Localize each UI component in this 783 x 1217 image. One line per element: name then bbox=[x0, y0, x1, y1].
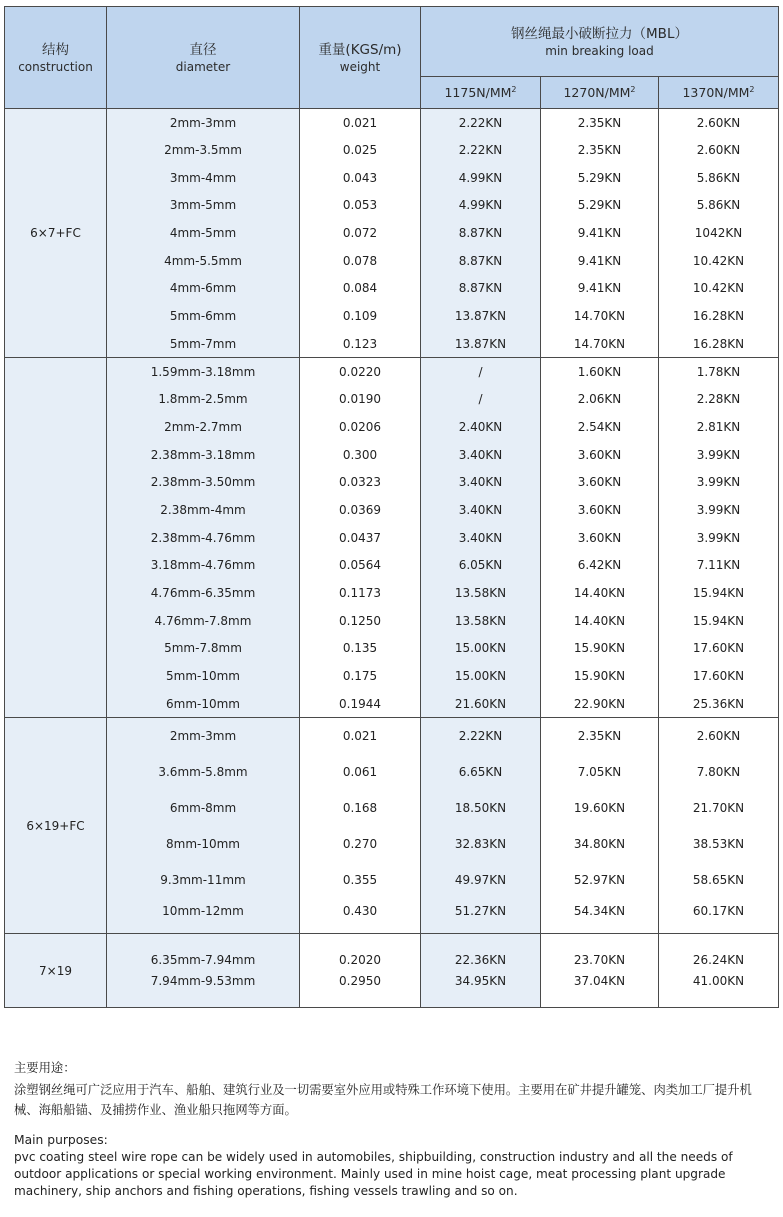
mbl-1370-cell: 3.99KN bbox=[659, 524, 779, 552]
table-row bbox=[5, 385, 779, 413]
table-row bbox=[5, 826, 779, 862]
mbl-1270-cell: 14.40KN bbox=[541, 579, 659, 607]
diameter-cell: 3mm-4mm bbox=[107, 164, 300, 192]
breaking-load-table bbox=[4, 6, 779, 1008]
table-row bbox=[5, 934, 779, 971]
weight-cell: 0.2950 bbox=[300, 971, 421, 1008]
header-diameter-en: diameter bbox=[175, 59, 231, 74]
mbl-1270-cell: 14.70KN bbox=[541, 302, 659, 330]
diameter-cell: 2.38mm-3.50mm bbox=[107, 468, 300, 496]
mbl-1270-cell: 7.05KN bbox=[541, 754, 659, 790]
construction-cell: 7×19 bbox=[5, 934, 107, 1008]
weight-cell: 0.0437 bbox=[300, 524, 421, 552]
grade-label: 1270N/MM bbox=[563, 85, 631, 100]
construction-cell bbox=[5, 358, 107, 718]
header-construction-zh: 结构 bbox=[42, 41, 69, 58]
mbl-1175-cell: 2.22KN bbox=[421, 109, 541, 137]
mbl-1270-cell: 15.90KN bbox=[541, 662, 659, 690]
mbl-1370-cell: 7.80KN bbox=[659, 754, 779, 790]
mbl-1370-cell: 2.28KN bbox=[659, 385, 779, 413]
mbl-1370-cell: 2.60KN bbox=[659, 109, 779, 137]
diameter-cell: 1.8mm-2.5mm bbox=[107, 385, 300, 413]
mbl-1175-cell: 13.58KN bbox=[421, 579, 541, 607]
header-construction bbox=[5, 7, 107, 109]
mbl-1370-cell: 41.00KN bbox=[659, 971, 779, 1008]
mbl-1370-cell: 17.60KN bbox=[659, 662, 779, 690]
weight-cell: 0.021 bbox=[300, 109, 421, 137]
table-row bbox=[5, 862, 779, 898]
mbl-1270-cell: 2.06KN bbox=[541, 385, 659, 413]
weight-cell: 0.123 bbox=[300, 330, 421, 358]
table-row bbox=[5, 579, 779, 607]
mbl-1175-cell: 51.27KN bbox=[421, 898, 541, 934]
mbl-1270-cell: 2.35KN bbox=[541, 718, 659, 754]
weight-cell: 0.168 bbox=[300, 790, 421, 826]
mbl-1270-cell: 2.35KN bbox=[541, 109, 659, 137]
diameter-cell: 2mm-2.7mm bbox=[107, 413, 300, 441]
weight-cell: 0.053 bbox=[300, 192, 421, 220]
mbl-1175-cell: 2.22KN bbox=[421, 136, 541, 164]
weight-cell: 0.0206 bbox=[300, 413, 421, 441]
mbl-1270-cell: 37.04KN bbox=[541, 971, 659, 1008]
mbl-1175-cell: 21.60KN bbox=[421, 690, 541, 718]
diameter-cell: 4mm-5.5mm bbox=[107, 247, 300, 275]
grade-exponent: 2 bbox=[511, 84, 517, 94]
header-mbl-en: min breaking load bbox=[545, 43, 654, 58]
diameter-cell: 2mm-3mm bbox=[107, 718, 300, 754]
table-row bbox=[5, 468, 779, 496]
mbl-1370-cell: 38.53KN bbox=[659, 826, 779, 862]
mbl-1370-cell: 26.24KN bbox=[659, 934, 779, 971]
diameter-cell: 5mm-7mm bbox=[107, 330, 300, 358]
weight-cell: 0.1173 bbox=[300, 579, 421, 607]
table-row bbox=[5, 607, 779, 635]
mbl-1175-cell: / bbox=[421, 358, 541, 386]
mbl-1370-cell: 3.99KN bbox=[659, 468, 779, 496]
table-row bbox=[5, 718, 779, 754]
mbl-1175-cell: 4.99KN bbox=[421, 192, 541, 220]
mbl-1270-cell: 5.29KN bbox=[541, 164, 659, 192]
mbl-1370-cell: 10.42KN bbox=[659, 247, 779, 275]
construction-cell: 6×19+FC bbox=[5, 718, 107, 934]
mbl-1175-cell: 3.40KN bbox=[421, 441, 541, 469]
weight-cell: 0.078 bbox=[300, 247, 421, 275]
mbl-1175-cell: 6.05KN bbox=[421, 552, 541, 580]
header-grade-1370 bbox=[659, 77, 779, 109]
weight-cell: 0.0369 bbox=[300, 496, 421, 524]
weight-cell: 0.0564 bbox=[300, 552, 421, 580]
main-purposes-notes bbox=[14, 1058, 774, 1200]
table-row bbox=[5, 192, 779, 220]
diameter-cell: 2.38mm-4mm bbox=[107, 496, 300, 524]
notes-en-body: pvc coating steel wire rope can be widely used in automobiles, shipbuilding, construction industry and all the needs of outdoor applications or special working environment. Mainly used in mine hoist cage, meat processing plant upgrade machinery, ship anchors and fishing operations, fishing vessels trawling and so on. bbox=[14, 1150, 733, 1198]
weight-cell: 0.061 bbox=[300, 754, 421, 790]
mbl-1270-cell: 34.80KN bbox=[541, 826, 659, 862]
mbl-1175-cell: 6.65KN bbox=[421, 754, 541, 790]
table-row bbox=[5, 754, 779, 790]
mbl-1370-cell: 16.28KN bbox=[659, 302, 779, 330]
diameter-cell: 8mm-10mm bbox=[107, 826, 300, 862]
mbl-1270-cell: 6.42KN bbox=[541, 552, 659, 580]
weight-cell: 0.025 bbox=[300, 136, 421, 164]
diameter-cell: 3.6mm-5.8mm bbox=[107, 754, 300, 790]
weight-cell: 0.0220 bbox=[300, 358, 421, 386]
mbl-1270-cell: 3.60KN bbox=[541, 496, 659, 524]
mbl-1175-cell: 2.22KN bbox=[421, 718, 541, 754]
mbl-1370-cell: 15.94KN bbox=[659, 607, 779, 635]
weight-cell: 0.175 bbox=[300, 662, 421, 690]
mbl-1175-cell: 8.87KN bbox=[421, 247, 541, 275]
table-row bbox=[5, 247, 779, 275]
header-weight bbox=[300, 7, 421, 109]
weight-cell: 0.0323 bbox=[300, 468, 421, 496]
table-row bbox=[5, 302, 779, 330]
diameter-cell: 2mm-3mm bbox=[107, 109, 300, 137]
diameter-cell: 7.94mm-9.53mm bbox=[107, 971, 300, 1008]
header-diameter-zh: 直径 bbox=[189, 41, 217, 58]
mbl-1270-cell: 9.41KN bbox=[541, 219, 659, 247]
mbl-1270-cell: 52.97KN bbox=[541, 862, 659, 898]
notes-zh-body: 涂塑钢丝绳可广泛应用于汽车、船舶、建筑行业及一切需要室外应用或特殊工作环境下使用。主要用在矿井提升罐笼、肉类加工厂提升机械、海船船锚、及捕捞作业、渔业船只拖网等方面。 bbox=[14, 1083, 752, 1117]
table-row bbox=[5, 109, 779, 137]
diameter-cell: 10mm-12mm bbox=[107, 898, 300, 934]
mbl-1370-cell: 15.94KN bbox=[659, 579, 779, 607]
diameter-cell: 2mm-3.5mm bbox=[107, 136, 300, 164]
table-body bbox=[5, 109, 779, 1008]
diameter-cell: 4.76mm-6.35mm bbox=[107, 579, 300, 607]
table-row bbox=[5, 662, 779, 690]
mbl-1175-cell: 32.83KN bbox=[421, 826, 541, 862]
mbl-1370-cell: 1.78KN bbox=[659, 358, 779, 386]
mbl-1270-cell: 2.54KN bbox=[541, 413, 659, 441]
weight-cell: 0.084 bbox=[300, 275, 421, 303]
grade-exponent: 2 bbox=[749, 84, 755, 94]
mbl-1175-cell: 13.87KN bbox=[421, 302, 541, 330]
mbl-1370-cell: 3.99KN bbox=[659, 496, 779, 524]
mbl-1175-cell: 2.40KN bbox=[421, 413, 541, 441]
mbl-1270-cell: 14.40KN bbox=[541, 607, 659, 635]
diameter-cell: 5mm-6mm bbox=[107, 302, 300, 330]
mbl-1370-cell: 2.60KN bbox=[659, 136, 779, 164]
mbl-1175-cell: 8.87KN bbox=[421, 219, 541, 247]
header-mbl-zh: 钢丝绳最小破断拉力（MBL） bbox=[511, 25, 688, 42]
diameter-cell: 3mm-5mm bbox=[107, 192, 300, 220]
weight-cell: 0.021 bbox=[300, 718, 421, 754]
mbl-1270-cell: 5.29KN bbox=[541, 192, 659, 220]
mbl-1270-cell: 3.60KN bbox=[541, 441, 659, 469]
weight-cell: 0.1944 bbox=[300, 690, 421, 718]
diameter-cell: 1.59mm-3.18mm bbox=[107, 358, 300, 386]
notes-en-title: Main purposes: bbox=[14, 1133, 108, 1147]
diameter-cell: 6mm-8mm bbox=[107, 790, 300, 826]
table-row bbox=[5, 552, 779, 580]
weight-cell: 0.135 bbox=[300, 635, 421, 663]
mbl-1370-cell: 60.17KN bbox=[659, 898, 779, 934]
table-row bbox=[5, 635, 779, 663]
table-row bbox=[5, 164, 779, 192]
mbl-1270-cell: 14.70KN bbox=[541, 330, 659, 358]
grade-label: 1370N/MM bbox=[682, 85, 750, 100]
mbl-1175-cell: 13.58KN bbox=[421, 607, 541, 635]
mbl-1175-cell: 3.40KN bbox=[421, 524, 541, 552]
weight-cell: 0.2020 bbox=[300, 934, 421, 971]
mbl-1370-cell: 10.42KN bbox=[659, 275, 779, 303]
weight-cell: 0.043 bbox=[300, 164, 421, 192]
mbl-1370-cell: 2.81KN bbox=[659, 413, 779, 441]
grade-label: 1175N/MM bbox=[444, 85, 512, 100]
header-diameter bbox=[107, 7, 300, 109]
notes-zh-title: 主要用途： bbox=[14, 1061, 76, 1075]
diameter-cell: 5mm-7.8mm bbox=[107, 635, 300, 663]
mbl-1175-cell: 3.40KN bbox=[421, 496, 541, 524]
mbl-1370-cell: 3.99KN bbox=[659, 441, 779, 469]
mbl-1370-cell: 1042KN bbox=[659, 219, 779, 247]
diameter-cell: 5mm-10mm bbox=[107, 662, 300, 690]
mbl-1175-cell: / bbox=[421, 385, 541, 413]
mbl-1175-cell: 22.36KN bbox=[421, 934, 541, 971]
mbl-1370-cell: 2.60KN bbox=[659, 718, 779, 754]
mbl-1370-cell: 17.60KN bbox=[659, 635, 779, 663]
diameter-cell: 4mm-6mm bbox=[107, 275, 300, 303]
header-mbl bbox=[421, 7, 779, 77]
diameter-cell: 6.35mm-7.94mm bbox=[107, 934, 300, 971]
grade-exponent: 2 bbox=[630, 84, 636, 94]
mbl-1370-cell: 16.28KN bbox=[659, 330, 779, 358]
mbl-1270-cell: 3.60KN bbox=[541, 468, 659, 496]
mbl-1270-cell: 9.41KN bbox=[541, 275, 659, 303]
table-row bbox=[5, 219, 779, 247]
weight-cell: 0.270 bbox=[300, 826, 421, 862]
mbl-1175-cell: 49.97KN bbox=[421, 862, 541, 898]
header-weight-zh: 重量(KGS/m) bbox=[318, 41, 402, 58]
mbl-1370-cell: 58.65KN bbox=[659, 862, 779, 898]
weight-cell: 0.430 bbox=[300, 898, 421, 934]
diameter-cell: 2.38mm-3.18mm bbox=[107, 441, 300, 469]
table-row bbox=[5, 971, 779, 1008]
mbl-1175-cell: 15.00KN bbox=[421, 662, 541, 690]
mbl-1370-cell: 5.86KN bbox=[659, 192, 779, 220]
mbl-1175-cell: 3.40KN bbox=[421, 468, 541, 496]
diameter-cell: 3.18mm-4.76mm bbox=[107, 552, 300, 580]
mbl-1270-cell: 2.35KN bbox=[541, 136, 659, 164]
mbl-1175-cell: 13.87KN bbox=[421, 330, 541, 358]
header-grade-1270 bbox=[541, 77, 659, 109]
table-row bbox=[5, 358, 779, 386]
diameter-cell: 6mm-10mm bbox=[107, 690, 300, 718]
mbl-1270-cell: 23.70KN bbox=[541, 934, 659, 971]
mbl-1175-cell: 18.50KN bbox=[421, 790, 541, 826]
mbl-1175-cell: 34.95KN bbox=[421, 971, 541, 1008]
table-row bbox=[5, 275, 779, 303]
weight-cell: 0.300 bbox=[300, 441, 421, 469]
table-row bbox=[5, 413, 779, 441]
mbl-1175-cell: 15.00KN bbox=[421, 635, 541, 663]
diameter-cell: 4mm-5mm bbox=[107, 219, 300, 247]
mbl-1270-cell: 54.34KN bbox=[541, 898, 659, 934]
mbl-1370-cell: 25.36KN bbox=[659, 690, 779, 718]
table-row bbox=[5, 690, 779, 718]
mbl-1270-cell: 1.60KN bbox=[541, 358, 659, 386]
weight-cell: 0.109 bbox=[300, 302, 421, 330]
table-row bbox=[5, 898, 779, 934]
weight-cell: 0.1250 bbox=[300, 607, 421, 635]
weight-cell: 0.355 bbox=[300, 862, 421, 898]
table-row bbox=[5, 441, 779, 469]
mbl-1175-cell: 4.99KN bbox=[421, 164, 541, 192]
header-grade-1175 bbox=[421, 77, 541, 109]
diameter-cell: 4.76mm-7.8mm bbox=[107, 607, 300, 635]
header-weight-en: weight bbox=[339, 59, 381, 74]
mbl-1270-cell: 3.60KN bbox=[541, 524, 659, 552]
header-construction-en: construction bbox=[18, 59, 93, 74]
table-row bbox=[5, 496, 779, 524]
weight-cell: 0.0190 bbox=[300, 385, 421, 413]
mbl-1370-cell: 7.11KN bbox=[659, 552, 779, 580]
table-row bbox=[5, 136, 779, 164]
table-row bbox=[5, 790, 779, 826]
mbl-1370-cell: 5.86KN bbox=[659, 164, 779, 192]
mbl-1270-cell: 19.60KN bbox=[541, 790, 659, 826]
mbl-1270-cell: 22.90KN bbox=[541, 690, 659, 718]
construction-cell: 6×7+FC bbox=[5, 109, 107, 358]
weight-cell: 0.072 bbox=[300, 219, 421, 247]
mbl-1370-cell: 21.70KN bbox=[659, 790, 779, 826]
table-row bbox=[5, 330, 779, 358]
mbl-1270-cell: 15.90KN bbox=[541, 635, 659, 663]
diameter-cell: 9.3mm-11mm bbox=[107, 862, 300, 898]
mbl-1175-cell: 8.87KN bbox=[421, 275, 541, 303]
diameter-cell: 2.38mm-4.76mm bbox=[107, 524, 300, 552]
mbl-1270-cell: 9.41KN bbox=[541, 247, 659, 275]
table-row bbox=[5, 524, 779, 552]
